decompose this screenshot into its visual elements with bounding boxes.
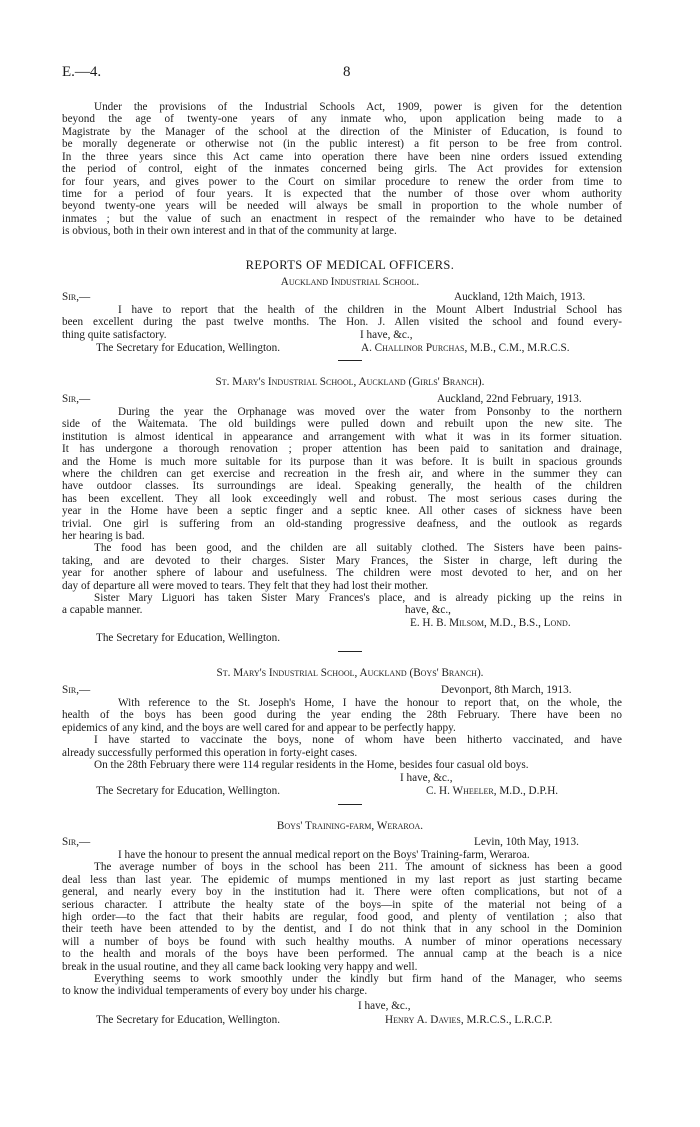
body-line: year in the Home have been a septic finger and a septic knee. All other cases of sickness have been	[62, 505, 622, 518]
weraroa-salutation: Sir,—	[62, 836, 91, 848]
body-line: Everything seems to work smoothly under the kindly but firm hand of the Manager, who seems	[94, 973, 622, 986]
body-line: general, and nearly every boy in the institution had it. There were often complications, but not of a	[62, 886, 622, 899]
body-line: Sister Mary Liguori has taken Sister Mary Frances's place, and is already picking up the reins in	[94, 592, 622, 605]
intro-line: In the three years since this Act came into operation there have been nine orders issued extending	[62, 150, 622, 163]
body-line: deal less than last year. The epidemic of mumps mentioned in my last report as just starting became	[62, 873, 622, 886]
boys-addressee: The Secretary for Education, Wellington.	[96, 785, 281, 797]
body-line: will a number of boys be found with such healthy mouths. A number of minor operations necessary	[62, 935, 622, 948]
boys-closing: I have, &c.,	[400, 772, 453, 784]
intro-line: the period of control, eight of the inmates concerned being girls. The Act provides for extension	[62, 163, 622, 176]
section-divider	[338, 804, 362, 805]
boys-branch-heading: St. Mary's Industrial School, Auckland (Boys' Branch).	[216, 667, 484, 679]
body-line: epidemics of any kind, and the boys are well cared for and appear to be perfectly happy.	[62, 721, 456, 734]
body-line: her hearing is bad.	[62, 530, 145, 543]
body-line: and the Home is much more suitable for its purpose than it was before. It is built in spacious grounds	[62, 455, 622, 468]
body-line: The food has been good, and the childen are all suitably clothed. The Sisters have been pains-	[94, 542, 622, 555]
girls-signature: E. H. B. Milsom, M.D., B.S., Lond.	[410, 617, 571, 629]
auckland-place-date: Auckland, 12th Maich, 1913.	[454, 291, 586, 303]
girls-addressee: The Secretary for Education, Wellington.	[96, 632, 281, 644]
page-number: 8	[343, 64, 351, 80]
intro-line: Magistrate by the Manager of the school at the direction of the Minister of Education, is found to	[62, 126, 622, 138]
boys-body	[62, 697, 622, 771]
body-line: On the 28th February there were 114 regular residents in the Home, besides four casual old boys.	[94, 759, 529, 772]
document-reference: E.—4.	[62, 64, 102, 80]
boys-salutation: Sir,—	[62, 684, 91, 696]
auckland-addressee: The Secretary for Education, Wellington.	[96, 342, 281, 354]
body-line: a capable manner.	[62, 604, 143, 616]
body-line: has been excellent. They all look exceedingly well and robust. The most serious cases during the	[62, 492, 622, 505]
body-line: The average number of boys in the school has been 211. The amount of sickness has been a good	[94, 861, 622, 874]
intro-line: beyond twenty-one years will be needed will always be small in proportion to the whole number of	[62, 200, 622, 213]
auckland-closing: I have, &c.,	[360, 329, 413, 341]
body-line: have outdoor classes. Its surroundings are ideal. Speaking generally, the health of the children	[62, 480, 622, 493]
intro-line: time for a period of four years. It is expected that the number of those over whom authority	[62, 188, 622, 201]
weraroa-signature: Henry A. Davies, M.R.C.S., L.R.C.P.	[385, 1014, 553, 1026]
boys-signature: C. H. Wheeler, M.D., D.P.H.	[426, 785, 559, 797]
section-divider	[338, 651, 362, 652]
body-line: institution is almost identical in appearance and arrangement with what it was in its former situation.	[62, 430, 622, 443]
intro-line: be morally degenerate or otherwise not (in the public interest) a fit person to be free from control.	[62, 138, 622, 151]
weraroa-addressee: The Secretary for Education, Wellington.	[96, 1014, 281, 1026]
intro-line: is obvious, both in their own interest and in that of the community at large.	[62, 225, 397, 238]
intro-paragraph	[62, 101, 622, 126]
body-line: to know the individual temperaments of every boy under his charge.	[62, 985, 368, 998]
body-line: already successfully performed this operation in forty-eight cases.	[62, 746, 358, 759]
weraroa-closing: I have, &c.,	[358, 1000, 411, 1012]
section-divider	[338, 360, 362, 361]
girls-branch-heading: St. Mary's Industrial School, Auckland (Girls' Branch).	[215, 376, 485, 388]
body-line: been excellent during the past twelve months. The Hon. J. Allen visited the school and found every-	[62, 316, 622, 329]
body-line: It has undergone a thorough renovation ; proper attention has been paid to sanitation and drainage,	[62, 443, 622, 456]
body-line: day of departure all were moved to tears. They felt that they had lost their mother.	[62, 579, 429, 592]
girls-body	[62, 406, 622, 605]
intro-line: Under the provisions of the Industrial Schools Act, 1909, power is given for the detention	[94, 101, 622, 113]
girls-closing: have, &c.,	[405, 604, 451, 616]
body-line: I have the honour to present the annual medical report on the Boys' Training-farm, Weraroa.	[118, 849, 530, 861]
intro-line: for four years, and gives power to the Court on similar procedure to renew the order from time to	[62, 175, 622, 188]
intro-line: beyond the age of twenty-one years of any inmate who, upon application being made to a	[62, 113, 622, 126]
boys-place-date: Devonport, 8th March, 1913.	[441, 684, 572, 696]
weraroa-body	[62, 849, 622, 998]
body-line: trivial. One girl is suffering from an old-standing progressive deafness, and the outlook as regards	[62, 517, 622, 530]
body-line: their teeth have been attended to by the dentist, and I do not think that in any school in the Dominion	[62, 923, 622, 936]
body-line: thing quite satisfactory.	[62, 329, 167, 341]
body-line: taking, and are devoted to their charges. Sister Mary Frances, the Sister in charge, left during the	[62, 554, 622, 567]
body-line: break in the usual routine, and they all came back looking very happy and well.	[62, 960, 418, 973]
body-line: to the health and morals of the boys have been performed. The annual camp at the beach is a nice	[62, 948, 622, 961]
auckland-heading: Auckland Industrial School.	[280, 276, 420, 288]
body-line: I have started to vaccinate the boys, none of whom have been hitherto vaccinated, and have	[94, 734, 622, 747]
auckland-body	[62, 304, 622, 329]
auckland-signature: A. Challinor Purchas, M.B., C.M., M.R.C.S.	[361, 342, 570, 354]
girls-place-date: Auckland, 22nd February, 1913.	[437, 393, 582, 405]
body-line: With reference to the St. Joseph's Home, I have the honour to report that, on the whole, the	[118, 697, 622, 709]
body-line: health of the boys has been good during the year ending the 28th February. There have been no	[62, 709, 622, 722]
body-line: serious character. I attribute the healty state of the boys—in spite of the material not being of a	[62, 898, 622, 911]
weraroa-heading: Boys' Training-farm, Weraroa.	[276, 820, 424, 832]
intro-line: inmates ; but the value of such an enactment in respect of the remainder who have to be detained	[62, 212, 622, 225]
body-line: side of the Waitemata. The old buildings were pulled down and rebuilt upon the new site. The	[62, 418, 622, 431]
body-line: I have to report that the health of the children in the Mount Albert Industrial School has	[118, 304, 622, 316]
intro-paragraph-cont	[62, 126, 622, 238]
auckland-salutation: Sir,—	[62, 291, 91, 303]
girls-salutation: Sir,—	[62, 393, 91, 405]
body-line: where the children can get exercise and recreation in the fresh air, and where in the summer they can	[62, 468, 622, 481]
body-line: During the year the Orphanage was moved over the water from Ponsonby to the northern	[118, 406, 622, 418]
weraroa-place-date: Levin, 10th May, 1913.	[474, 836, 579, 848]
body-line: high order—to the fact that their habits are regular, food good, and plenty of ventilation ; also that	[62, 911, 622, 924]
body-line: year for another sphere of labour and usefulness. The children were most devoted to her, and on her	[62, 567, 622, 580]
section-title: REPORTS OF MEDICAL OFFICERS.	[245, 258, 455, 272]
